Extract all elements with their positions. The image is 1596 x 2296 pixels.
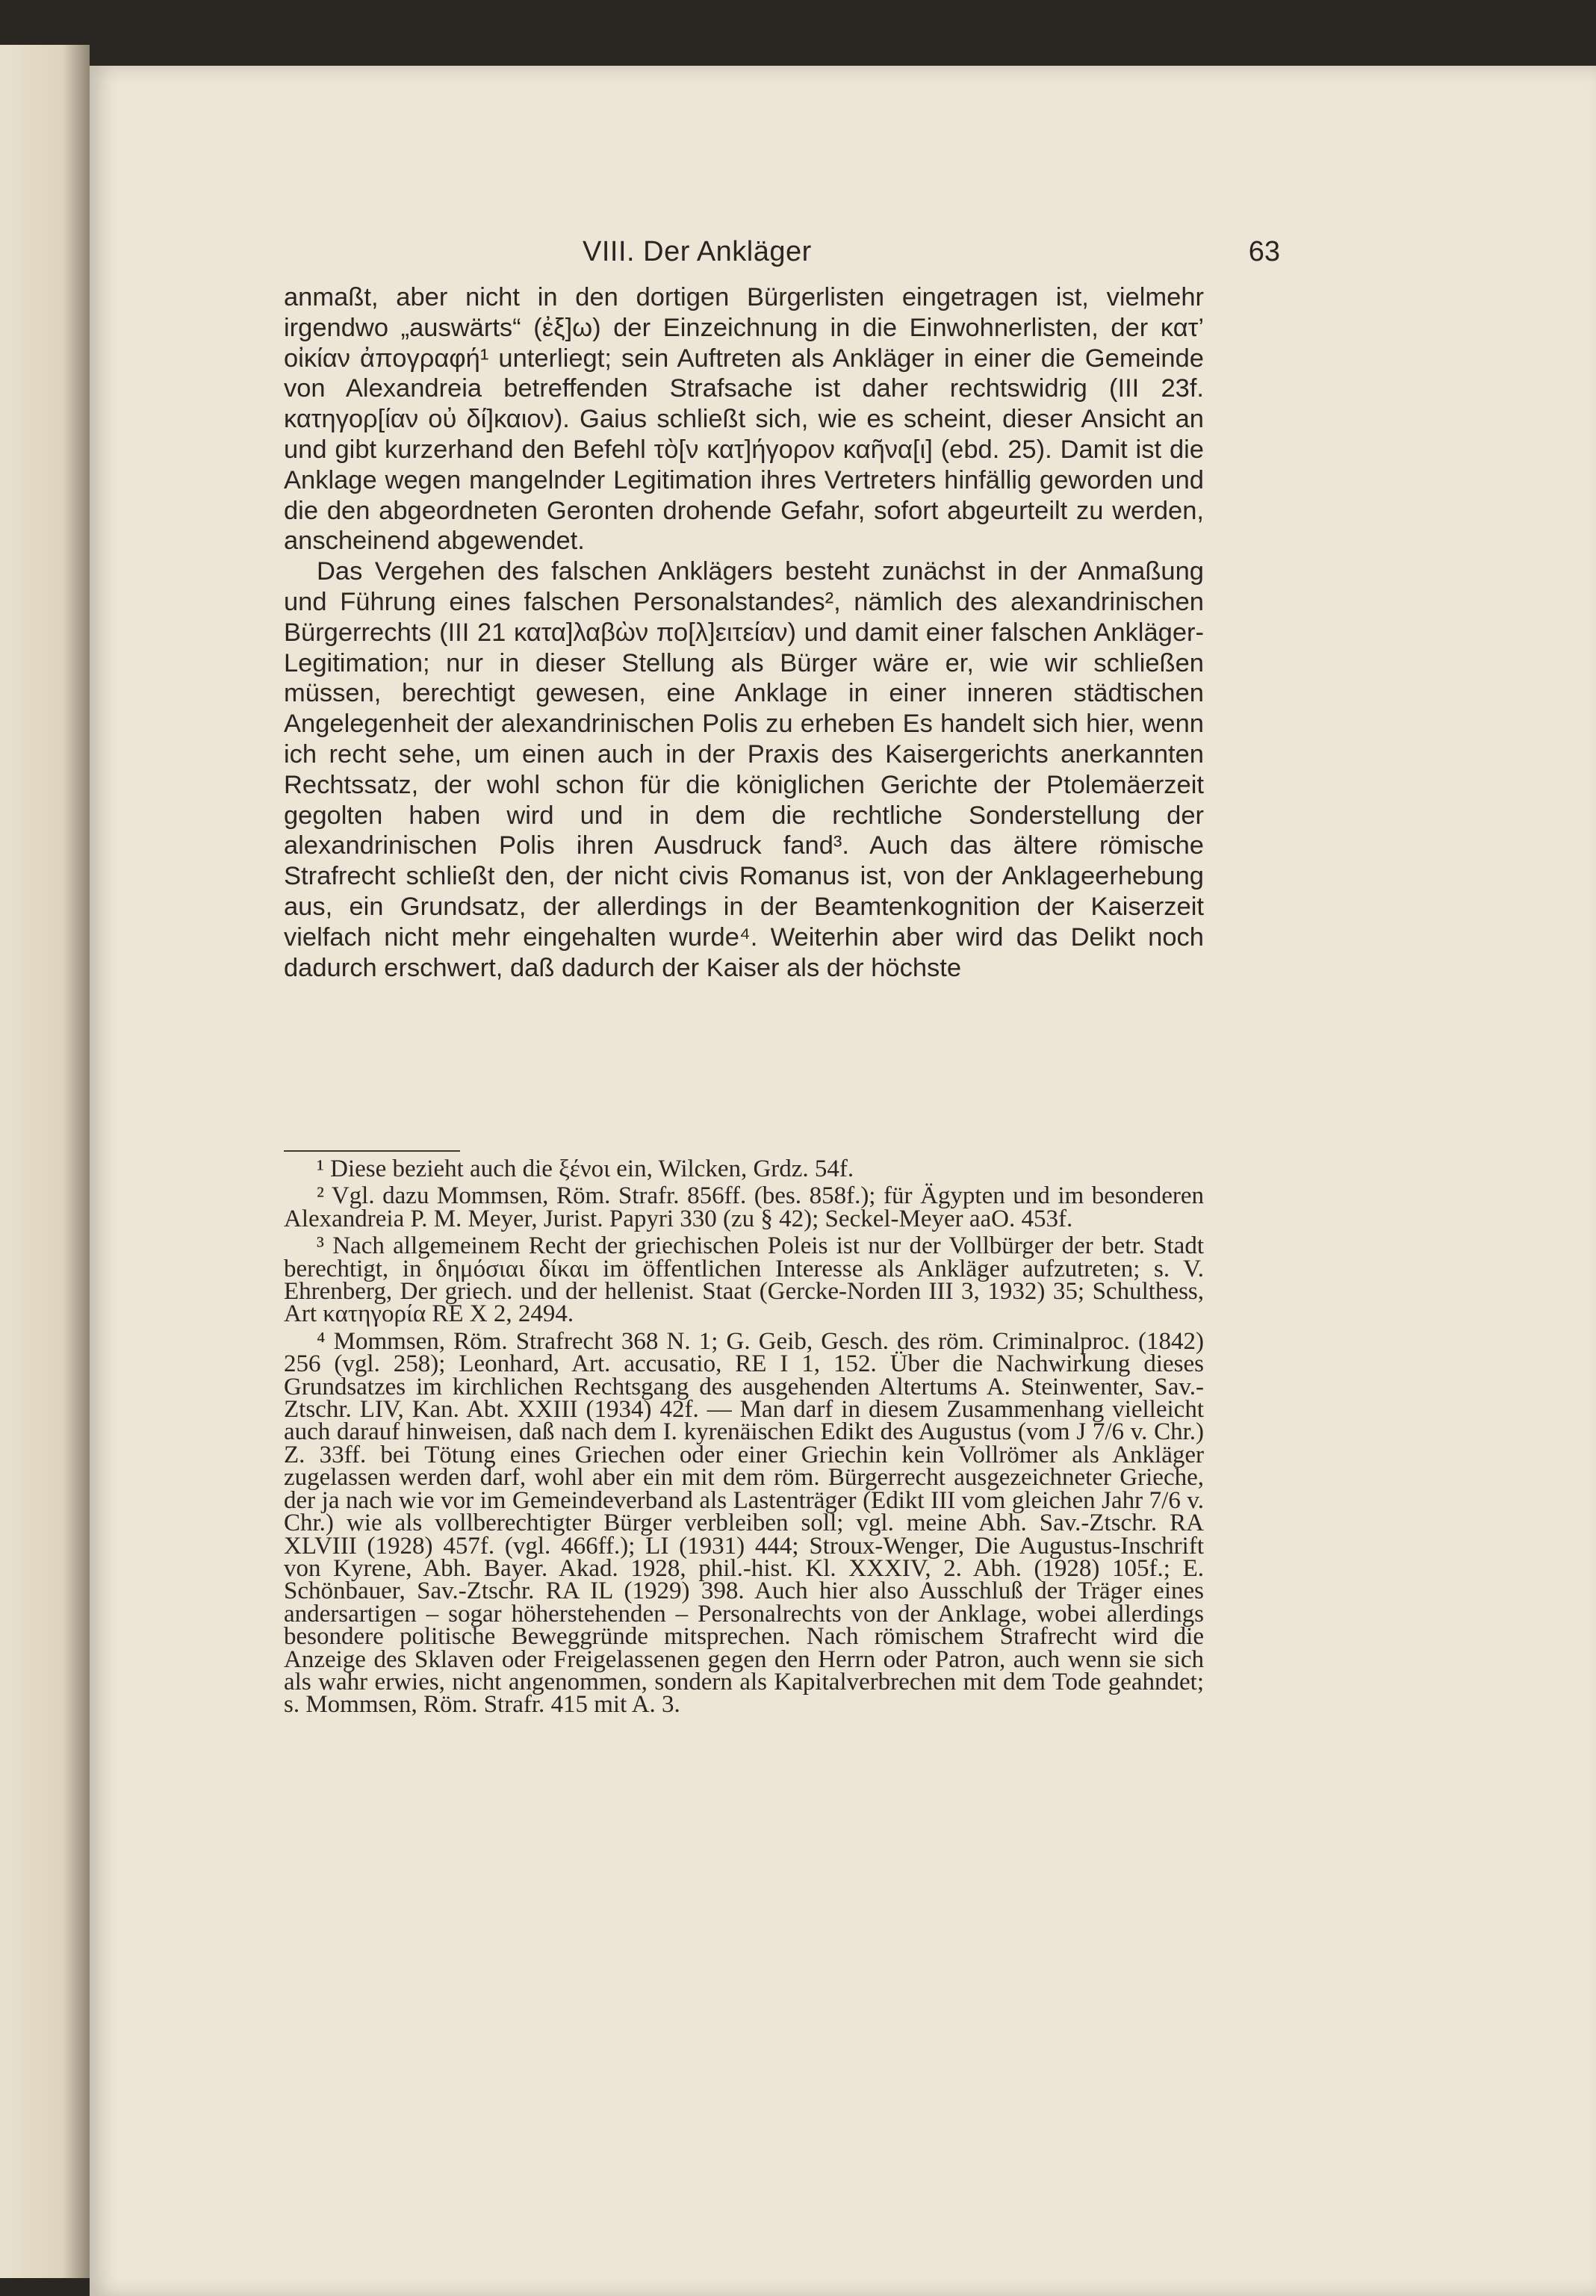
- paragraph-1: anmaßt, aber nicht in den dortigen Bürgerlisten eingetragen ist, vielmehr irgendwo „auswärts“ (ἐξ]ω) der Einzeichnung in die Einwohnerlisten, der κατ’ οἰκίαν ἀπογραφή¹ unterliegt; sein Auftreten als Ankläger in einer die Gemeinde von Alexandreia betreffenden Strafsache ist daher rechtswidrig (III 23f. κατηγορ[ίαν οὐ δί]καιον). Gaius schließt sich, wie es scheint, dieser Ansicht an und gibt kurzerhand den Befehl τὸ[ν κατ]ήγορον καῆνα[ι] (ebd. 25). Damit ist die Anklage wegen mangelnder Legitimation ihres Vertreters hinfällig geworden und die den abgeordneten Geronten drohende Gefahr, sofort abgeurteilt zu werden, anscheinend abgewendet.: [284, 283, 1204, 556]
- footnote-4: ⁴ Mommsen, Röm. Strafrecht 368 N. 1; G. Geib, Gesch. des röm. Criminalproc. (1842) 256 (vgl. 258); Leonhard, Art. accusatio, RE I 1, 152. Über die Nachwirkung dieses Grundsatzes im kirchlichen Rechtsgang des ausgehenden Altertums A. Steinwenter, Sav.-Ztschr. LIV, Kan. Abt. XXIII (1934) 42f. — Man darf in diesem Zusammenhang vielleicht auch darauf hinweisen, daß nach dem I. kyrenäischen Edikt des Augustus (vom J 7/6 v. Chr.) Z. 33ff. bei Tötung eines Griechen oder einer Griechin kein Vollrömer als Ankläger zugelassen werden darf, wohl aber ein mit dem röm. Bürgerrecht ausgezeichneter Grieche, der ja nach wie vor im Gemeindeverband als Lastenträger (Edikt III vom gleichen Jahr 7/6 v. Chr.) wie als vollberechtigter Bürger verbleiben soll; vgl. meine Abh. Sav.-Ztschr. RA XLVIII (1928) 457f. (vgl. 466ff.); LI (1931) 444; Stroux-Wenger, Die Augustus-Inschrift von Kyrene, Abh. Bayer. Akad. 1928, phil.-hist. Kl. XXXIV, 2. Abh. (1928) 105f.; E. Schönbauer, Sav.-Ztschr. RA IL (1929) 398. Auch hier also Ausschluß der Träger eines andersartigen – sogar höherstehenden – Personalrechts von der Anklage, wobei allerdings besondere politische Beweggründe mitsprechen. Nach römischem Strafrecht wird die Anzeige des Sklaven oder Freigelassenen gegen den Herrn oder Patron, auch wenn sie sich als wahr erwies, nicht angenommen, sondern als Kapitalverbrechen mit dem Tode geahndet; s. Mommsen, Röm. Strafr. 415 mit A. 3.: [284, 1327, 1204, 1719]
- main-text: [284, 282, 1204, 983]
- running-header: [485, 236, 1280, 268]
- paragraph-2: Das Vergehen des falschen Anklägers besteht zunächst in der Anmaßung und Führung eines falschen Personalstandes², nämlich des alexandrinischen Bürgerrechts (III 21 κατα]λαβὼν πο[λ]ειτείαν) und damit einer falschen Ankläger-Legitimation; nur in dieser Stellung als Bürger wäre er, wie wir schließen müssen, berechtigt gewesen, eine Anklage in einer inneren städtischen Angelegenheit der alexandrinischen Polis zu erheben Es handelt sich hier, wenn ich recht sehe, um einen auch in der Praxis des Kaisergerichts anerkannten Rechtssatz, der wohl schon für die königlichen Gerichte der Ptolemäerzeit gegolten haben wird und in dem die rechtliche Sonderstellung der alexandrinischen Polis ihren Ausdruck fand³. Auch das ältere römische Strafrecht schließt den, der nicht civis Romanus ist, von der Anklageerhebung aus, ein Grundsatz, der allerdings in der Beamtenkognition der Kaiserzeit vielfach nicht mehr eingehalten wurde⁴. Weiterhin aber wird das Delikt noch dadurch erschwert, daß dadurch der Kaiser als der höchste: [284, 557, 1204, 982]
- footnote-2: ² Vgl. dazu Mommsen, Röm. Strafr. 856ff. (bes. 858f.); für Ägypten und im besonderen Alexandreia P. M. Meyer, Jurist. Papyri 330 (zu § 42); Seckel-Meyer aaO. 453f.: [284, 1182, 1204, 1232]
- facing-page-edge: [0, 45, 90, 2278]
- footnote-3: ³ Nach allgemeinem Recht der griechischen Poleis ist nur der Vollbürger der betr. Stadt berechtigt, in δημόσιαι δίκαι im öffentlichen Interesse als Ankläger aufzutreten; s. V. Ehrenberg, Der griech. und der hellenist. Staat (Gercke-Norden III 3, 1932) 35; Schulthess, Art κατηγορία RE X 2, 2494.: [284, 1232, 1204, 1328]
- page-number: 63: [1248, 236, 1280, 267]
- footnote-1: ¹ Diese bezieht auch die ξένοι ein, Wilcken, Grdz. 54f.: [317, 1155, 854, 1182]
- footnotes: [284, 1155, 1204, 1721]
- footnote-divider: [284, 1150, 460, 1152]
- chapter-title: VIII. Der Ankläger: [583, 236, 812, 267]
